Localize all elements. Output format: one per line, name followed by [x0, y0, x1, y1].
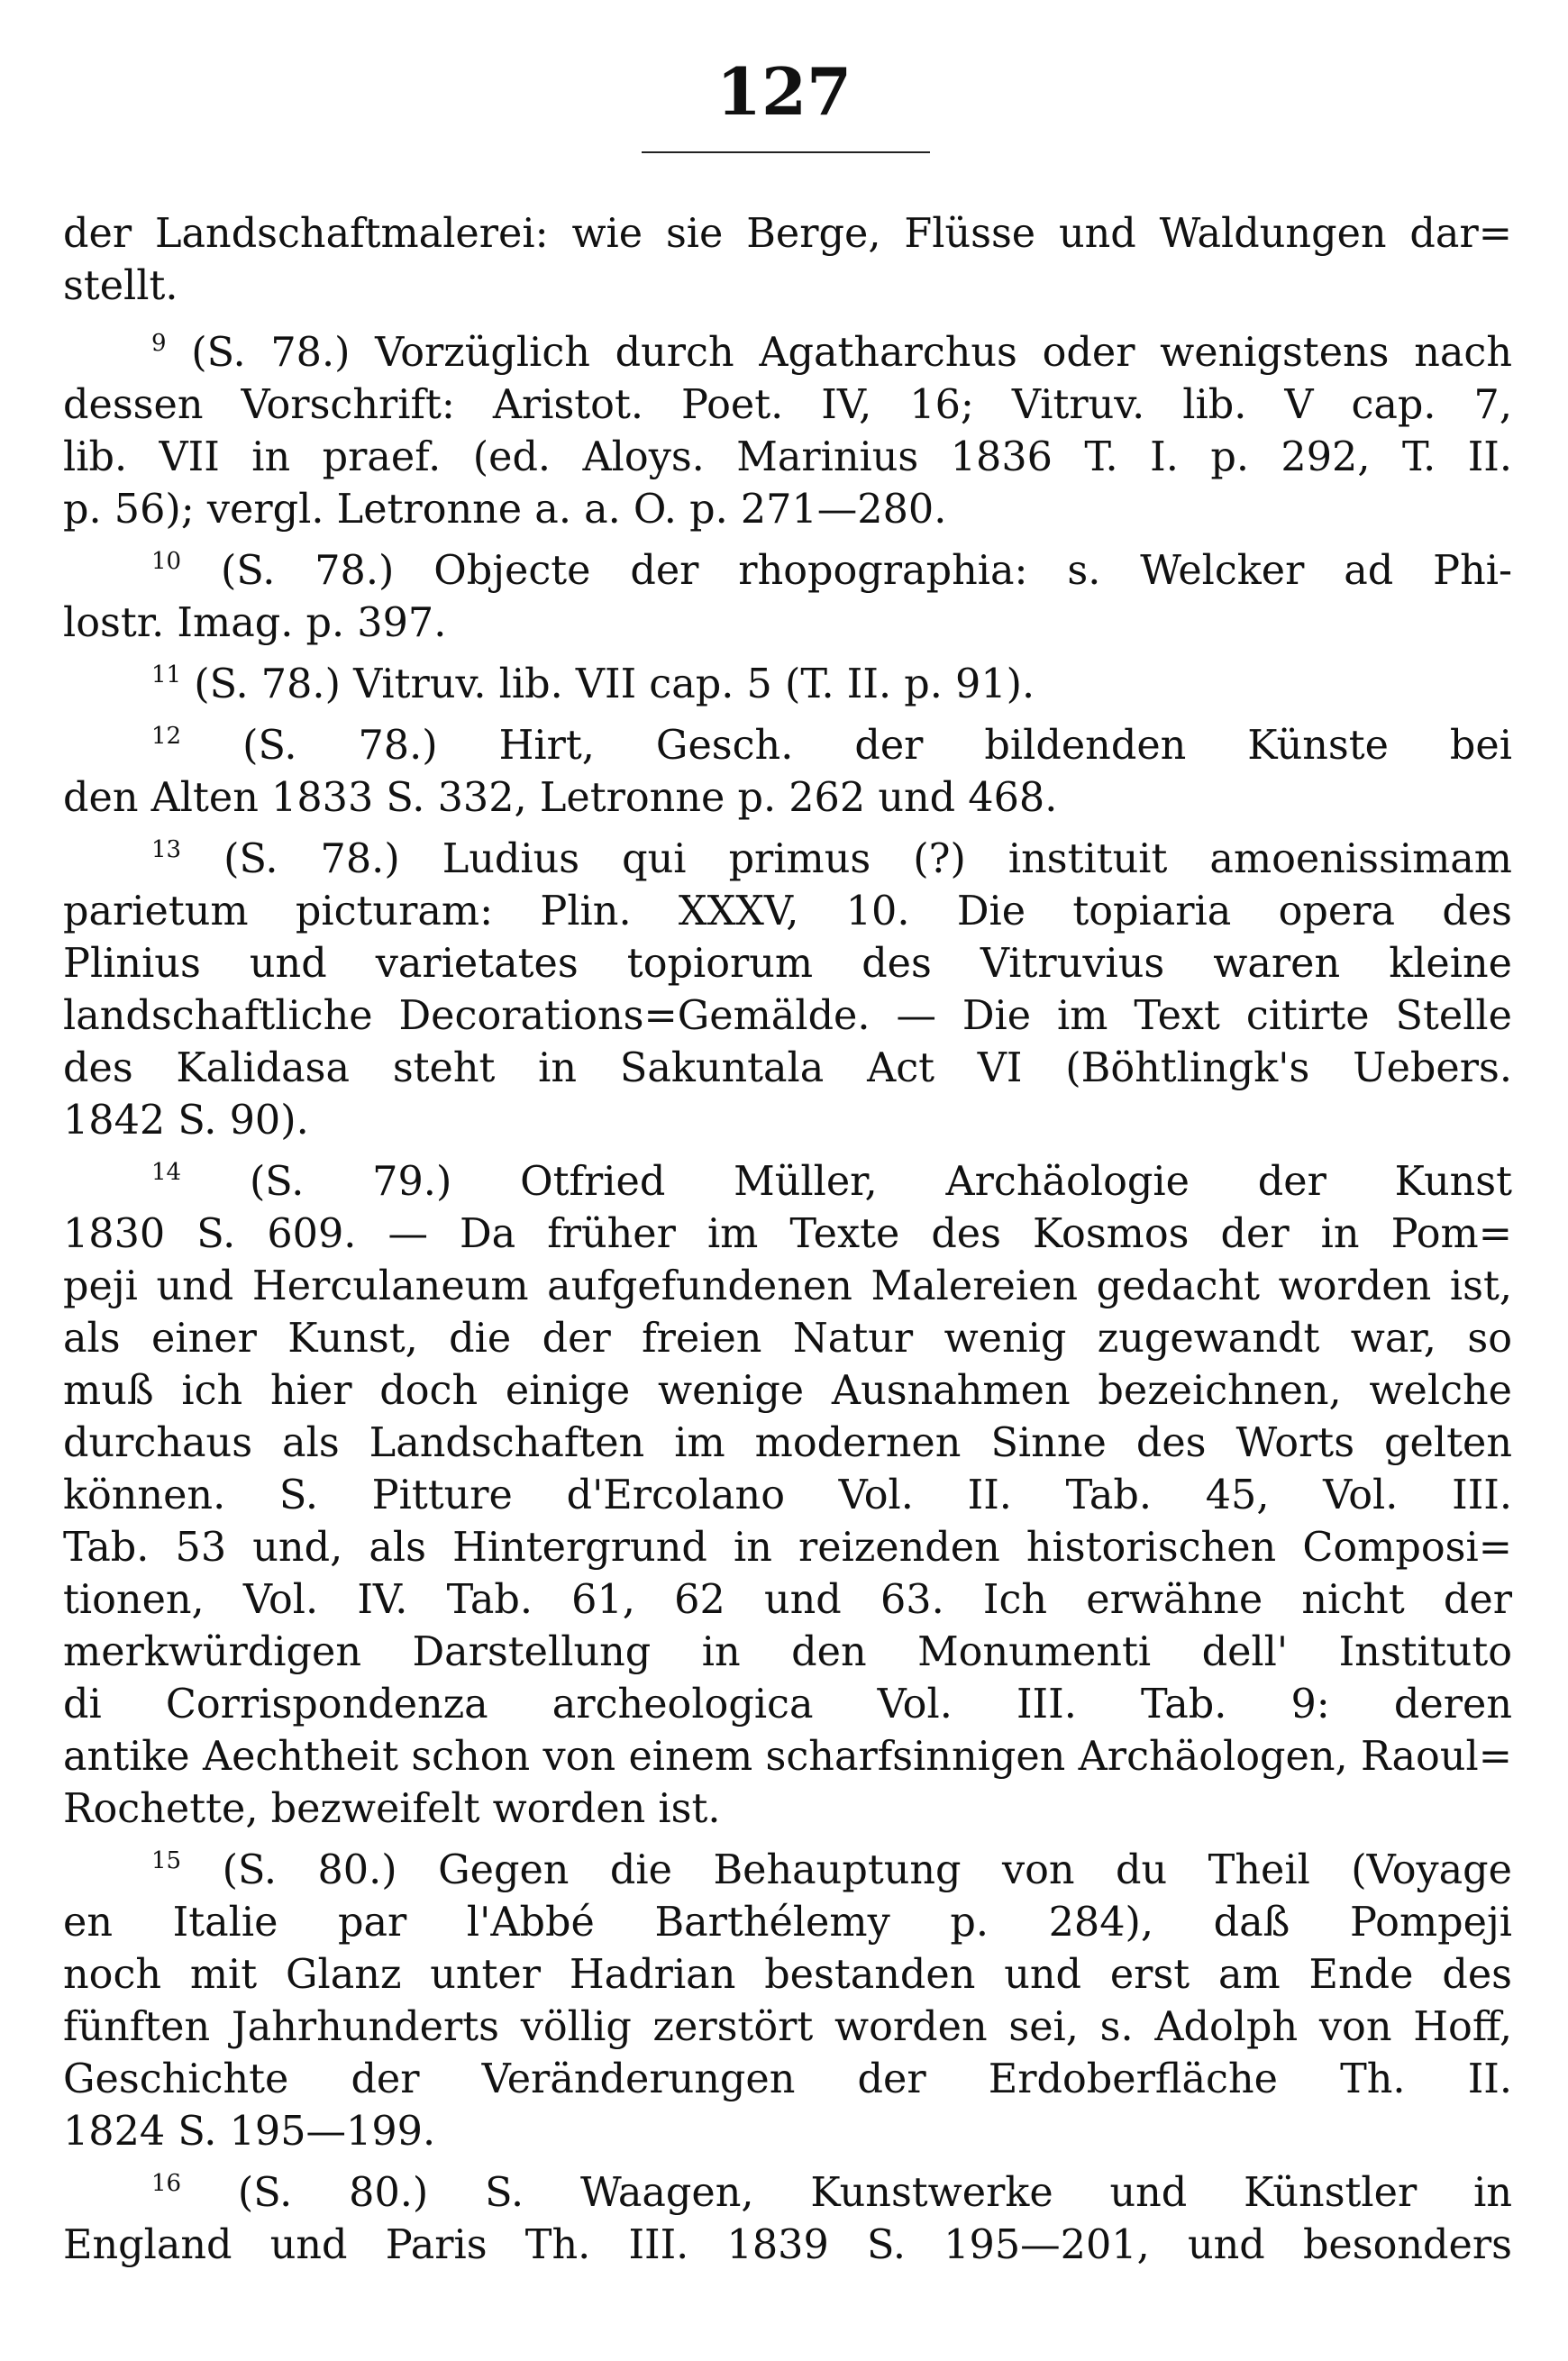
- text-line: merkwürdigen Darstellung in den Monumenti dell' Instituto: [63, 1629, 1512, 1675]
- text-line: des Kalidasa steht in Sakuntala Act VI (Böhtlingk's Uebers.: [63, 1045, 1512, 1091]
- text-line: lib. VII in praef. (ed. Aloys. Marinius 1836 T. I. p. 292, T. II.: [63, 434, 1512, 480]
- footnote-11-line: [151, 658, 1512, 712]
- footnote-text: (S. 80.) Gegen die Behauptung von du Theil (Voyage: [222, 1847, 1512, 1893]
- text-line: 1830 S. 609. — Da früher im Texte des Kosmos der in Pom=: [63, 1211, 1512, 1257]
- text-line: als einer Kunst, die der freien Natur wenig zugewandt war, so: [63, 1316, 1512, 1362]
- text-line: 1824 S. 195—199.: [63, 2109, 436, 2155]
- header-rule: [642, 151, 930, 153]
- text-line: fünften Jahrhunderts völlig zerstört worden sei, s. Adolph von Hoff,: [63, 2004, 1512, 2050]
- text-line: lostr. Imag. p. 397.: [63, 600, 447, 646]
- footnote-14-line: [151, 1155, 1512, 1209]
- text-line: der Landschaftmalerei: wie sie Berge, Flüsse und Waldungen dar=: [63, 211, 1512, 257]
- text-line: können. S. Pitture d'Ercolano Vol. II. Tab. 45, Vol. III.: [63, 1472, 1512, 1518]
- text-line: dessen Vorschrift: Aristot. Poet. IV, 16; Vitruv. lib. V cap. 7,: [63, 382, 1512, 428]
- footnote-number: 9: [151, 330, 167, 357]
- text-line: muß ich hier doch einige wenige Ausnahmen bezeichnen, welche: [63, 1368, 1512, 1414]
- footnote-number: 11: [151, 661, 182, 688]
- footnote-16-line: [151, 2166, 1512, 2220]
- text-line: stellt.: [63, 263, 178, 309]
- text-line: antike Aechtheit schon von einem scharfsinnigen Archäologen, Raoul=: [63, 1734, 1512, 1780]
- text-line: en Italie par l'Abbé Barthélemy p. 284), daß Pompeji: [63, 1900, 1512, 1946]
- page-number: 127: [716, 53, 852, 130]
- text-line: di Corrispondenza archeologica Vol. III. Tab. 9: deren: [63, 1682, 1512, 1727]
- footnote-text: (S. 78.) Hirt, Gesch. der bildenden Künste bei: [242, 723, 1512, 769]
- footnote-text: (S. 80.) S. Waagen, Kunstwerke und Künstler in: [237, 2170, 1512, 2216]
- text-line: peji und Herculaneum aufgefundenen Malereien gedacht worden ist,: [63, 1263, 1512, 1309]
- text-line: England und Paris Th. III. 1839 S. 195—201, und besonders: [63, 2222, 1512, 2268]
- footnote-text: (S. 79.) Otfried Müller, Archäologie der Kunst: [249, 1159, 1512, 1205]
- footnote-15-line: [151, 1844, 1512, 1898]
- text-line: p. 56); vergl. Letronne a. a. O. p. 271—280.: [63, 487, 947, 533]
- text-line: tionen, Vol. IV. Tab. 61, 62 und 63. Ich erwähne nicht der: [63, 1577, 1512, 1623]
- footnote-text: (S. 78.) Vorzüglich durch Agatharchus oder wenigstens nach: [191, 330, 1512, 376]
- footnote-number: 15: [151, 1847, 182, 1874]
- text-line: 1842 S. 90).: [63, 1098, 309, 1144]
- text-line: Tab. 53 und, als Hintergrund in reizenden historischen Composi=: [63, 1525, 1512, 1571]
- text-line: Plinius und varietates topiorum des Vitruvius waren kleine: [63, 941, 1512, 987]
- text-line: parietum picturam: Plin. XXXV, 10. Die topiaria opera des: [63, 889, 1512, 934]
- footnote-text: (S. 78.) Ludius qui primus (?) instituit amoenissimam: [223, 836, 1512, 882]
- text-line: Geschichte der Veränderungen der Erdoberfläche Th. II.: [63, 2056, 1512, 2102]
- text-line: durchaus als Landschaften im modernen Sinne des Worts gelten: [63, 1420, 1512, 1466]
- text-line: den Alten 1833 S. 332, Letronne p. 262 und 468.: [63, 775, 1058, 821]
- footnote-number: 10: [151, 548, 182, 575]
- text-line: Rochette, bezweifelt worden ist.: [63, 1786, 721, 1832]
- footnote-number: 12: [151, 723, 182, 750]
- footnote-12-line: [151, 719, 1512, 773]
- footnote-text: (S. 78.) Objecte der rhopographia: s. Welcker ad Phi-: [220, 548, 1512, 594]
- footnote-9-line: [151, 326, 1512, 380]
- footnote-13-line: [151, 833, 1512, 887]
- footnote-10-line: [151, 544, 1512, 598]
- footnote-number: 13: [151, 836, 182, 863]
- footnote-number: 14: [151, 1159, 182, 1186]
- footnote-number: 16: [151, 2170, 182, 2197]
- text-line: noch mit Glanz unter Hadrian bestanden und erst am Ende des: [63, 1952, 1512, 1998]
- text-line: landschaftliche Decorations=Gemälde. — Die im Text citirte Stelle: [63, 993, 1512, 1039]
- footnote-text: (S. 78.) Vitruv. lib. VII cap. 5 (T. II. p. 91).: [194, 661, 1035, 707]
